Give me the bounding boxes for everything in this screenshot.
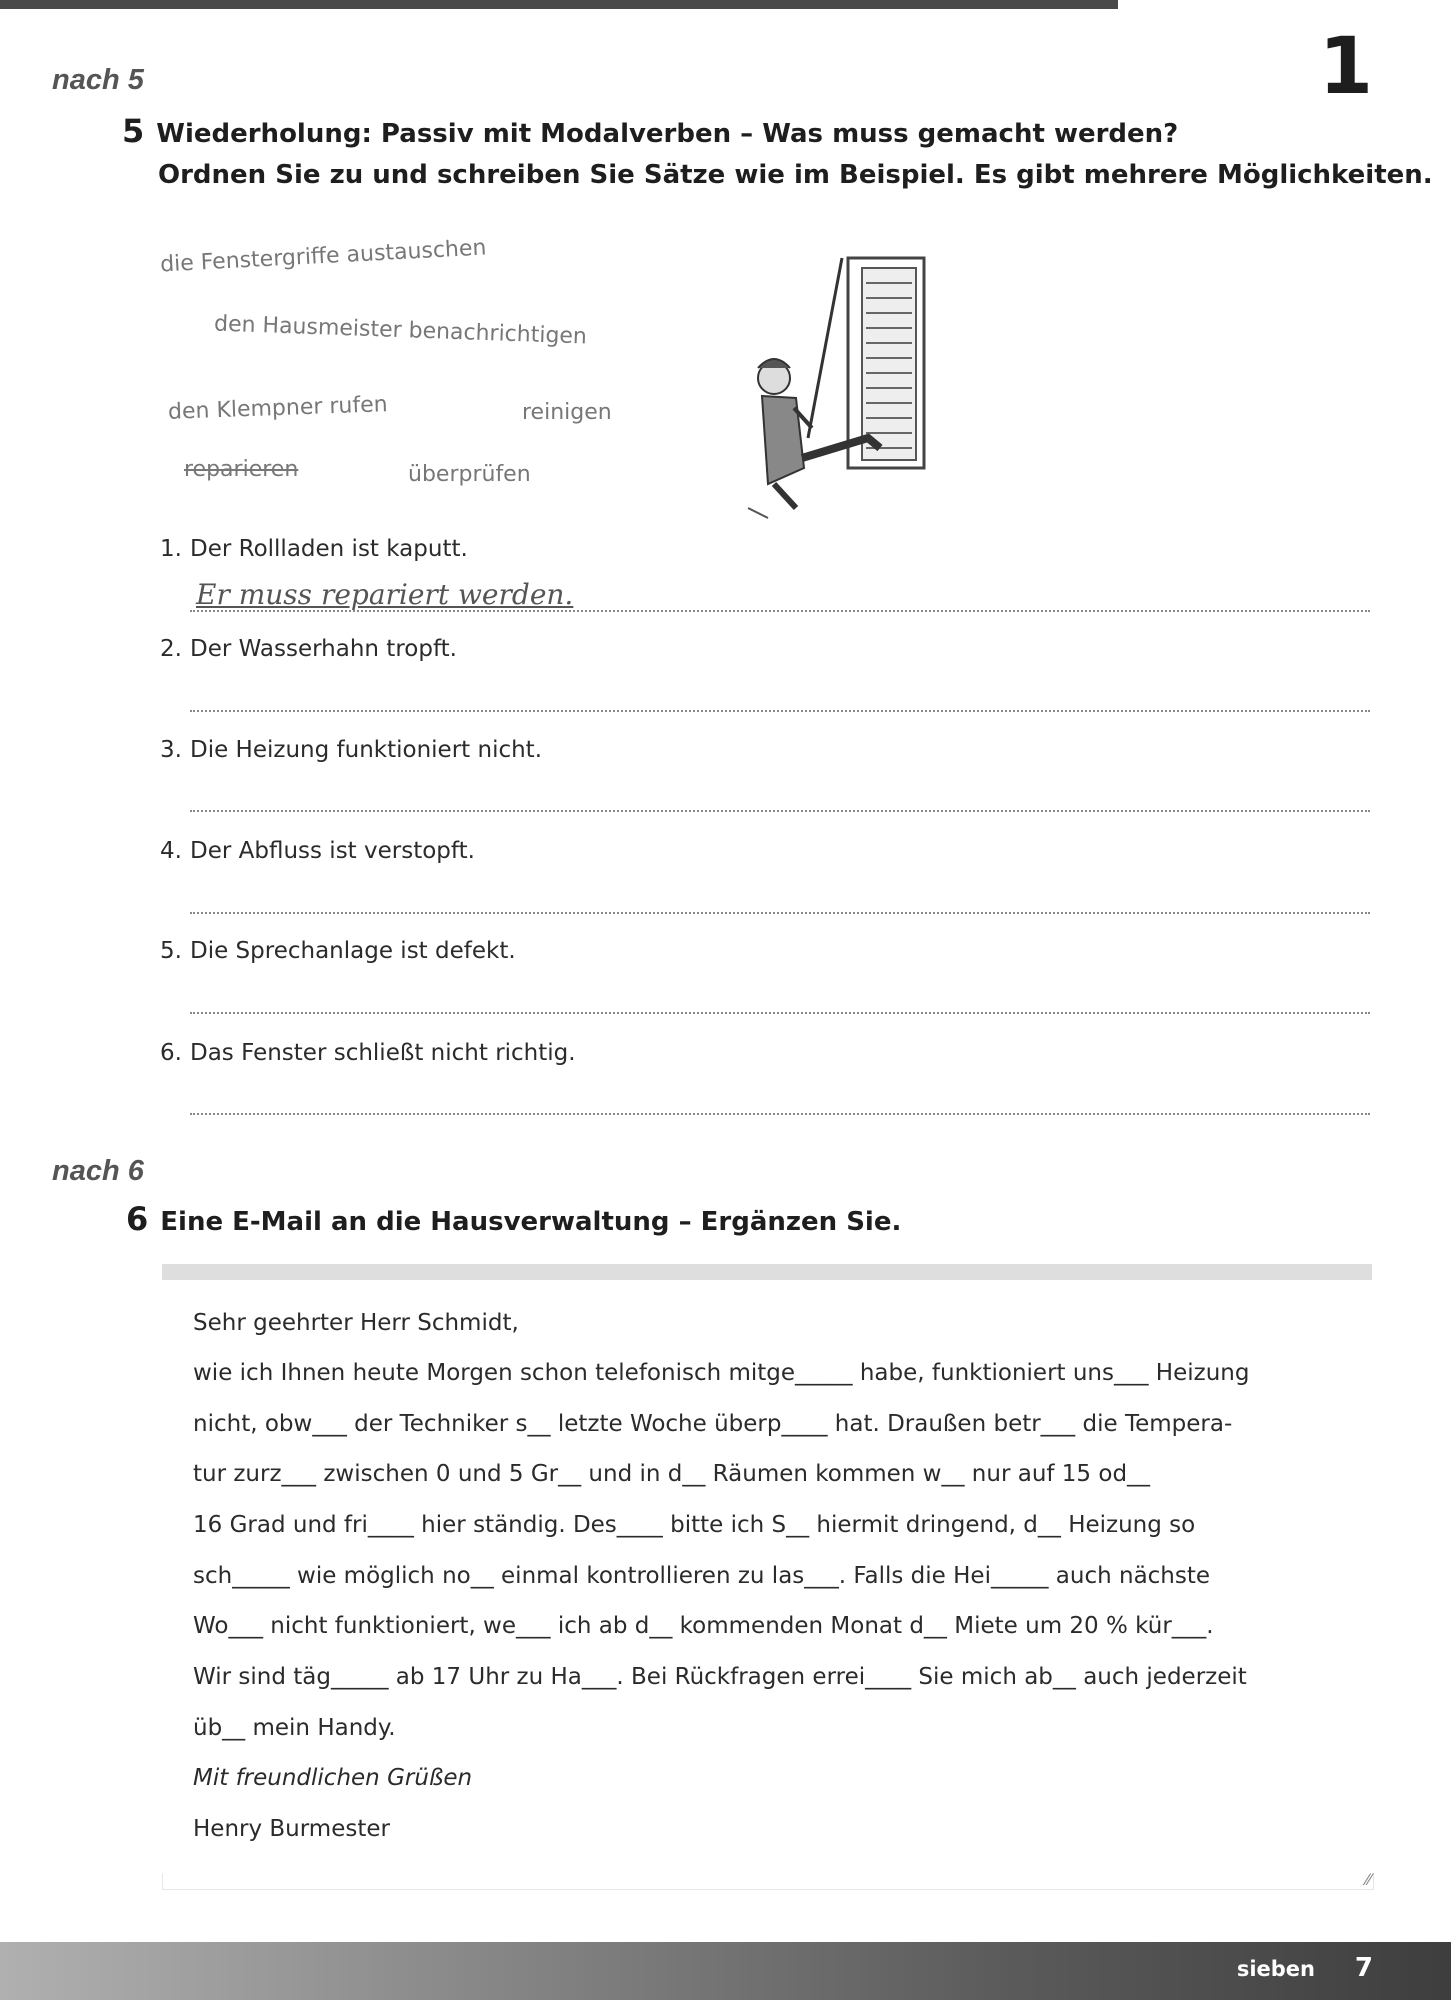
email-line: Sehr geehrter Herr Schmidt, [193, 1310, 519, 1336]
item-prompt: Der Abfluss ist verstopft. [190, 838, 475, 864]
chapter-number: 1 [1318, 22, 1373, 112]
page-number: 7 [1354, 1953, 1373, 1983]
email-box-header [162, 1264, 1372, 1280]
email-line: Wo___ nicht funktioniert, we___ ich ab d__ kommenden Monat d__ Miete um 20 % kür___. [193, 1613, 1214, 1639]
section6-title-text: Eine E-Mail an die Hausverwaltung – Ergänzen Sie. [160, 1207, 902, 1237]
list-item [160, 737, 542, 763]
answer-line[interactable] [190, 610, 1370, 612]
email-box-footer [162, 1873, 1374, 1890]
word-option: den Hausmeister benachrichtigen [213, 311, 588, 350]
list-item [160, 536, 468, 562]
section6-nach-label: nach 6 [52, 1155, 144, 1187]
footer-bar [0, 1942, 1451, 2000]
item-number: 1. [160, 536, 182, 562]
section5-number: 5 [122, 112, 145, 150]
email-signature: Henry Burmester [193, 1816, 390, 1842]
man-pulling-shutter-illustration [738, 238, 934, 524]
item-number: 2. [160, 636, 182, 662]
email-line: sch_____ wie möglich no__ einmal kontrollieren zu las___. Falls die Hei_____ auch nächste [193, 1563, 1211, 1589]
list-item [160, 838, 475, 864]
word-option: reinigen [522, 400, 612, 425]
section6-number: 6 [126, 1200, 149, 1238]
answer-line[interactable] [190, 1113, 1370, 1115]
example-answer: Er muss repariert werden. [196, 578, 574, 611]
item-prompt: Die Heizung funktioniert nicht. [190, 737, 543, 763]
item-number: 5. [160, 938, 182, 964]
answer-line[interactable] [190, 912, 1370, 914]
email-line: tur zurz___ zwischen 0 und 5 Gr__ und in d__ Räumen kommen w__ nur auf 15 od__ [193, 1461, 1151, 1487]
item-prompt: Das Fenster schließt nicht richtig. [190, 1040, 576, 1066]
item-prompt: Die Sprechanlage ist defekt. [190, 938, 516, 964]
answer-line[interactable] [190, 1012, 1370, 1014]
answer-line[interactable] [190, 710, 1370, 712]
word-option: überprüfen [408, 462, 531, 487]
list-item [160, 938, 516, 964]
resize-handle-icon: ⁄⁄ [1365, 1870, 1371, 1889]
email-line: nicht, obw___ der Techniker s__ letzte Woche überp____ hat. Draußen betr___ die Tempera- [193, 1411, 1233, 1437]
list-item [160, 636, 457, 662]
item-prompt: Der Wasserhahn tropft. [190, 636, 457, 662]
email-line: 16 Grad und fri____ hier ständig. Des____ bitte ich S__ hiermit dringend, d__ Heizung so [193, 1512, 1196, 1538]
item-number: 6. [160, 1040, 182, 1066]
email-line: Wir sind täg_____ ab 17 Uhr zu Ha___. Bei Rückfragen errei____ Sie mich ab__ auch jederzeit [193, 1664, 1247, 1690]
section5-instruction: Ordnen Sie zu und schreiben Sie Sätze wie im Beispiel. Es gibt mehrere Möglichkeiten. [158, 160, 1433, 190]
section5-title [122, 112, 1178, 150]
word-option: den Klempner rufen [167, 392, 389, 425]
item-number: 3. [160, 737, 182, 763]
item-number: 4. [160, 838, 182, 864]
page-number-word: sieben [1236, 1957, 1315, 1981]
email-line: üb__ mein Handy. [193, 1715, 396, 1741]
item-prompt: Der Rollladen ist kaputt. [190, 536, 468, 562]
section5-nach-label: nach 5 [52, 64, 144, 96]
section6-title [126, 1200, 901, 1238]
answer-line[interactable] [190, 810, 1370, 812]
list-item [160, 1040, 576, 1066]
word-option-crossed: reparieren [184, 457, 299, 482]
word-option: die Fenstergriffe austauschen [159, 235, 487, 278]
email-closing: Mit freundlichen Grüßen [193, 1765, 473, 1791]
section5-title-text: Wiederholung: Passiv mit Modalverben – Was muss gemacht werden? [156, 119, 1179, 149]
email-line: wie ich Ihnen heute Morgen schon telefonisch mitge_____ habe, funktioniert uns___ Heizung [193, 1360, 1250, 1386]
top-bar [0, 0, 1118, 9]
